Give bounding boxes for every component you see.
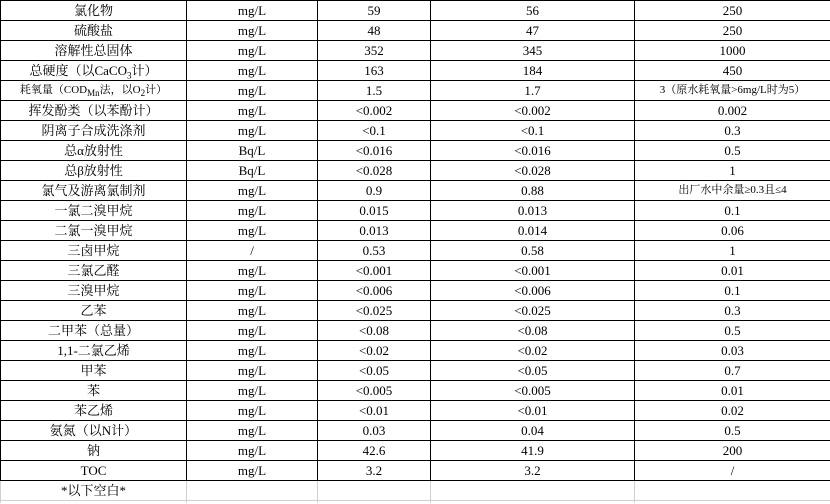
empty-unit-cell[interactable] — [187, 481, 318, 501]
value1-cell[interactable]: 0.9 — [318, 181, 431, 201]
value1-cell[interactable]: <0.01 — [318, 401, 431, 421]
param-name-cell[interactable]: 苯 — [1, 381, 187, 401]
unit-cell[interactable]: mg/L — [187, 121, 318, 141]
empty-cell[interactable] — [431, 501, 635, 504]
value2-cell[interactable]: <0.006 — [431, 281, 635, 301]
param-name-cell[interactable]: 三氯乙醛 — [1, 261, 187, 281]
table-row — [1, 141, 830, 161]
value2-cell[interactable]: 0.58 — [431, 241, 635, 261]
limit-cell[interactable]: 出厂水中余量≥0.3且≤4 — [635, 181, 830, 201]
value1-cell[interactable]: <0.025 — [318, 301, 431, 321]
value2-cell[interactable]: <0.001 — [431, 261, 635, 281]
table-row — [1, 241, 830, 261]
empty-cell[interactable] — [187, 501, 318, 504]
table-footer — [1, 481, 830, 504]
value2-cell[interactable]: 0.88 — [431, 181, 635, 201]
limit-cell[interactable]: 450 — [635, 61, 830, 81]
value1-cell[interactable]: 0.03 — [318, 421, 431, 441]
unit-cell[interactable]: mg/L — [187, 181, 318, 201]
unit-cell[interactable]: mg/L — [187, 1, 318, 21]
param-name-cell[interactable]: 二甲苯（总量） — [1, 321, 187, 341]
param-name-cell[interactable]: 钠 — [1, 441, 187, 461]
value2-cell[interactable]: <0.1 — [431, 121, 635, 141]
unit-cell[interactable]: mg/L — [187, 41, 318, 61]
value1-cell[interactable]: <0.002 — [318, 101, 431, 121]
limit-cell[interactable]: 0.5 — [635, 421, 830, 441]
empty-value1-cell[interactable] — [318, 481, 431, 501]
value2-cell[interactable]: 1.7 — [431, 81, 635, 101]
table-row — [1, 301, 830, 321]
value2-cell[interactable]: 0.04 — [431, 421, 635, 441]
value2-cell[interactable]: <0.05 — [431, 361, 635, 381]
limit-cell[interactable]: 0.01 — [635, 381, 830, 401]
limit-cell[interactable]: 1 — [635, 161, 830, 181]
value1-cell[interactable]: 0.015 — [318, 201, 431, 221]
value1-cell[interactable]: 42.6 — [318, 441, 431, 461]
limit-cell[interactable]: 250 — [635, 21, 830, 41]
param-name-cell[interactable]: 氯化物 — [1, 1, 187, 21]
value1-cell[interactable]: <0.1 — [318, 121, 431, 141]
empty-limit-cell[interactable] — [635, 481, 830, 501]
value1-cell[interactable]: 59 — [318, 1, 431, 21]
empty-cell[interactable] — [318, 501, 431, 504]
value1-cell[interactable]: 352 — [318, 41, 431, 61]
limit-cell[interactable]: 0.02 — [635, 401, 830, 421]
unit-cell[interactable]: mg/L — [187, 381, 318, 401]
value1-cell[interactable]: <0.016 — [318, 141, 431, 161]
limit-cell[interactable]: / — [635, 461, 830, 481]
param-name-cell[interactable]: 甲苯 — [1, 361, 187, 381]
table-row — [1, 101, 830, 121]
unit-cell[interactable]: mg/L — [187, 301, 318, 321]
table-row — [1, 341, 830, 361]
empty-cell[interactable] — [635, 501, 830, 504]
table-row — [1, 361, 830, 381]
unit-cell[interactable]: mg/L — [187, 61, 318, 81]
below-blank-note-cell[interactable]: *以下空白* — [1, 481, 187, 501]
param-name-cell[interactable]: 阴离子合成洗涤剂 — [1, 121, 187, 141]
unit-cell[interactable]: mg/L — [187, 361, 318, 381]
value2-cell[interactable]: <0.02 — [431, 341, 635, 361]
empty-cell[interactable] — [1, 501, 187, 504]
value2-cell[interactable]: <0.01 — [431, 401, 635, 421]
param-name-cell[interactable]: 总β放射性 — [1, 161, 187, 181]
table-row — [1, 201, 830, 221]
unit-cell[interactable]: mg/L — [187, 401, 318, 421]
value1-cell[interactable]: 0.53 — [318, 241, 431, 261]
limit-cell[interactable]: 0.5 — [635, 141, 830, 161]
limit-cell[interactable]: 1000 — [635, 41, 830, 61]
value2-cell[interactable]: <0.005 — [431, 381, 635, 401]
unit-cell[interactable]: mg/L — [187, 281, 318, 301]
limit-cell[interactable]: 3（原水耗氧量>6mg/L时为5） — [635, 81, 830, 101]
param-name-cell[interactable]: 三卤甲烷 — [1, 241, 187, 261]
limit-cell[interactable]: 0.1 — [635, 281, 830, 301]
partial-bottom-row — [1, 501, 830, 504]
value1-cell[interactable]: <0.02 — [318, 341, 431, 361]
param-name-cell[interactable]: 氯气及游离氯制剂 — [1, 181, 187, 201]
value1-cell[interactable]: <0.005 — [318, 381, 431, 401]
value2-cell[interactable]: 47 — [431, 21, 635, 41]
table-row — [1, 1, 830, 21]
param-name-cell[interactable]: 溶解性总固体 — [1, 41, 187, 61]
table-row — [1, 421, 830, 441]
unit-cell[interactable]: mg/L — [187, 421, 318, 441]
limit-cell[interactable]: 0.002 — [635, 101, 830, 121]
param-name-cell[interactable]: 挥发酚类（以苯酚计） — [1, 101, 187, 121]
value2-cell[interactable]: 3.2 — [431, 461, 635, 481]
param-name-cell[interactable]: 苯乙烯 — [1, 401, 187, 421]
limit-cell[interactable]: 0.3 — [635, 301, 830, 321]
value2-cell[interactable]: 345 — [431, 41, 635, 61]
value2-cell[interactable]: <0.028 — [431, 161, 635, 181]
value1-cell[interactable]: <0.001 — [318, 261, 431, 281]
table-row — [1, 181, 830, 201]
value1-cell[interactable]: <0.05 — [318, 361, 431, 381]
unit-cell[interactable]: mg/L — [187, 21, 318, 41]
below-blank-row — [1, 481, 830, 501]
limit-cell[interactable]: 0.03 — [635, 341, 830, 361]
value1-cell[interactable]: <0.08 — [318, 321, 431, 341]
table-row — [1, 61, 830, 81]
unit-cell[interactable]: mg/L — [187, 201, 318, 221]
value2-cell[interactable]: 0.013 — [431, 201, 635, 221]
value2-cell[interactable]: 184 — [431, 61, 635, 81]
param-name-cell[interactable]: TOC — [1, 461, 187, 481]
param-name-cell[interactable]: 三溴甲烷 — [1, 281, 187, 301]
empty-value2-cell[interactable] — [431, 481, 635, 501]
value2-cell[interactable]: 56 — [431, 1, 635, 21]
value1-cell[interactable]: 0.013 — [318, 221, 431, 241]
table-row — [1, 221, 830, 241]
table-body — [1, 1, 830, 481]
unit-cell[interactable]: mg/L — [187, 81, 318, 101]
param-name-cell[interactable]: 耗氧量（$COD_{Mn}$法，以$O_2$计） — [1, 81, 187, 101]
limit-cell[interactable]: 0.1 — [635, 201, 830, 221]
limit-cell[interactable]: 200 — [635, 441, 830, 461]
limit-cell[interactable]: 1 — [635, 241, 830, 261]
value1-cell[interactable]: <0.006 — [318, 281, 431, 301]
table-row — [1, 441, 830, 461]
value1-cell[interactable]: 163 — [318, 61, 431, 81]
unit-cell[interactable]: mg/L — [187, 461, 318, 481]
value2-cell[interactable]: 41.9 — [431, 441, 635, 461]
limit-cell[interactable]: 250 — [635, 1, 830, 21]
param-name-cell[interactable]: 总α放射性 — [1, 141, 187, 161]
table-row — [1, 461, 830, 481]
param-name-cell[interactable]: 一氯二溴甲烷 — [1, 201, 187, 221]
table-row — [1, 381, 830, 401]
value2-cell[interactable]: 0.014 — [431, 221, 635, 241]
unit-cell[interactable]: mg/L — [187, 321, 318, 341]
table-row — [1, 81, 830, 101]
unit-cell[interactable]: / — [187, 241, 318, 261]
value1-cell[interactable]: 1.5 — [318, 81, 431, 101]
table-row — [1, 121, 830, 141]
param-name-cell[interactable]: 总硬度（以CaCO$_3$计） — [1, 61, 187, 81]
table-row — [1, 161, 830, 181]
unit-cell[interactable]: Bq/L — [187, 141, 318, 161]
table-row — [1, 41, 830, 61]
table-row — [1, 401, 830, 421]
unit-cell[interactable]: mg/L — [187, 221, 318, 241]
param-name-cell[interactable]: 氨氮（以N计） — [1, 421, 187, 441]
value2-cell[interactable]: <0.08 — [431, 321, 635, 341]
value2-cell[interactable]: <0.025 — [431, 301, 635, 321]
unit-cell[interactable]: mg/L — [187, 101, 318, 121]
limit-cell[interactable]: 0.06 — [635, 221, 830, 241]
limit-cell[interactable]: 0.5 — [635, 321, 830, 341]
table-row — [1, 261, 830, 281]
limit-cell[interactable]: 0.3 — [635, 121, 830, 141]
param-name-cell[interactable]: 乙苯 — [1, 301, 187, 321]
unit-cell[interactable]: mg/L — [187, 441, 318, 461]
table-row — [1, 281, 830, 301]
value2-cell[interactable]: <0.016 — [431, 141, 635, 161]
param-name-cell[interactable]: 硫酸盐 — [1, 21, 187, 41]
param-name-cell[interactable]: 1,1-二氯乙烯 — [1, 341, 187, 361]
value1-cell[interactable]: 48 — [318, 21, 431, 41]
unit-cell[interactable]: mg/L — [187, 261, 318, 281]
unit-cell[interactable]: Bq/L — [187, 161, 318, 181]
table-row — [1, 321, 830, 341]
limit-cell[interactable]: 0.01 — [635, 261, 830, 281]
param-name-cell[interactable]: 二氯一溴甲烷 — [1, 221, 187, 241]
unit-cell[interactable]: mg/L — [187, 341, 318, 361]
table-row — [1, 21, 830, 41]
limit-cell[interactable]: 0.7 — [635, 361, 830, 381]
value1-cell[interactable]: <0.028 — [318, 161, 431, 181]
value2-cell[interactable]: <0.002 — [431, 101, 635, 121]
value1-cell[interactable]: 3.2 — [318, 461, 431, 481]
